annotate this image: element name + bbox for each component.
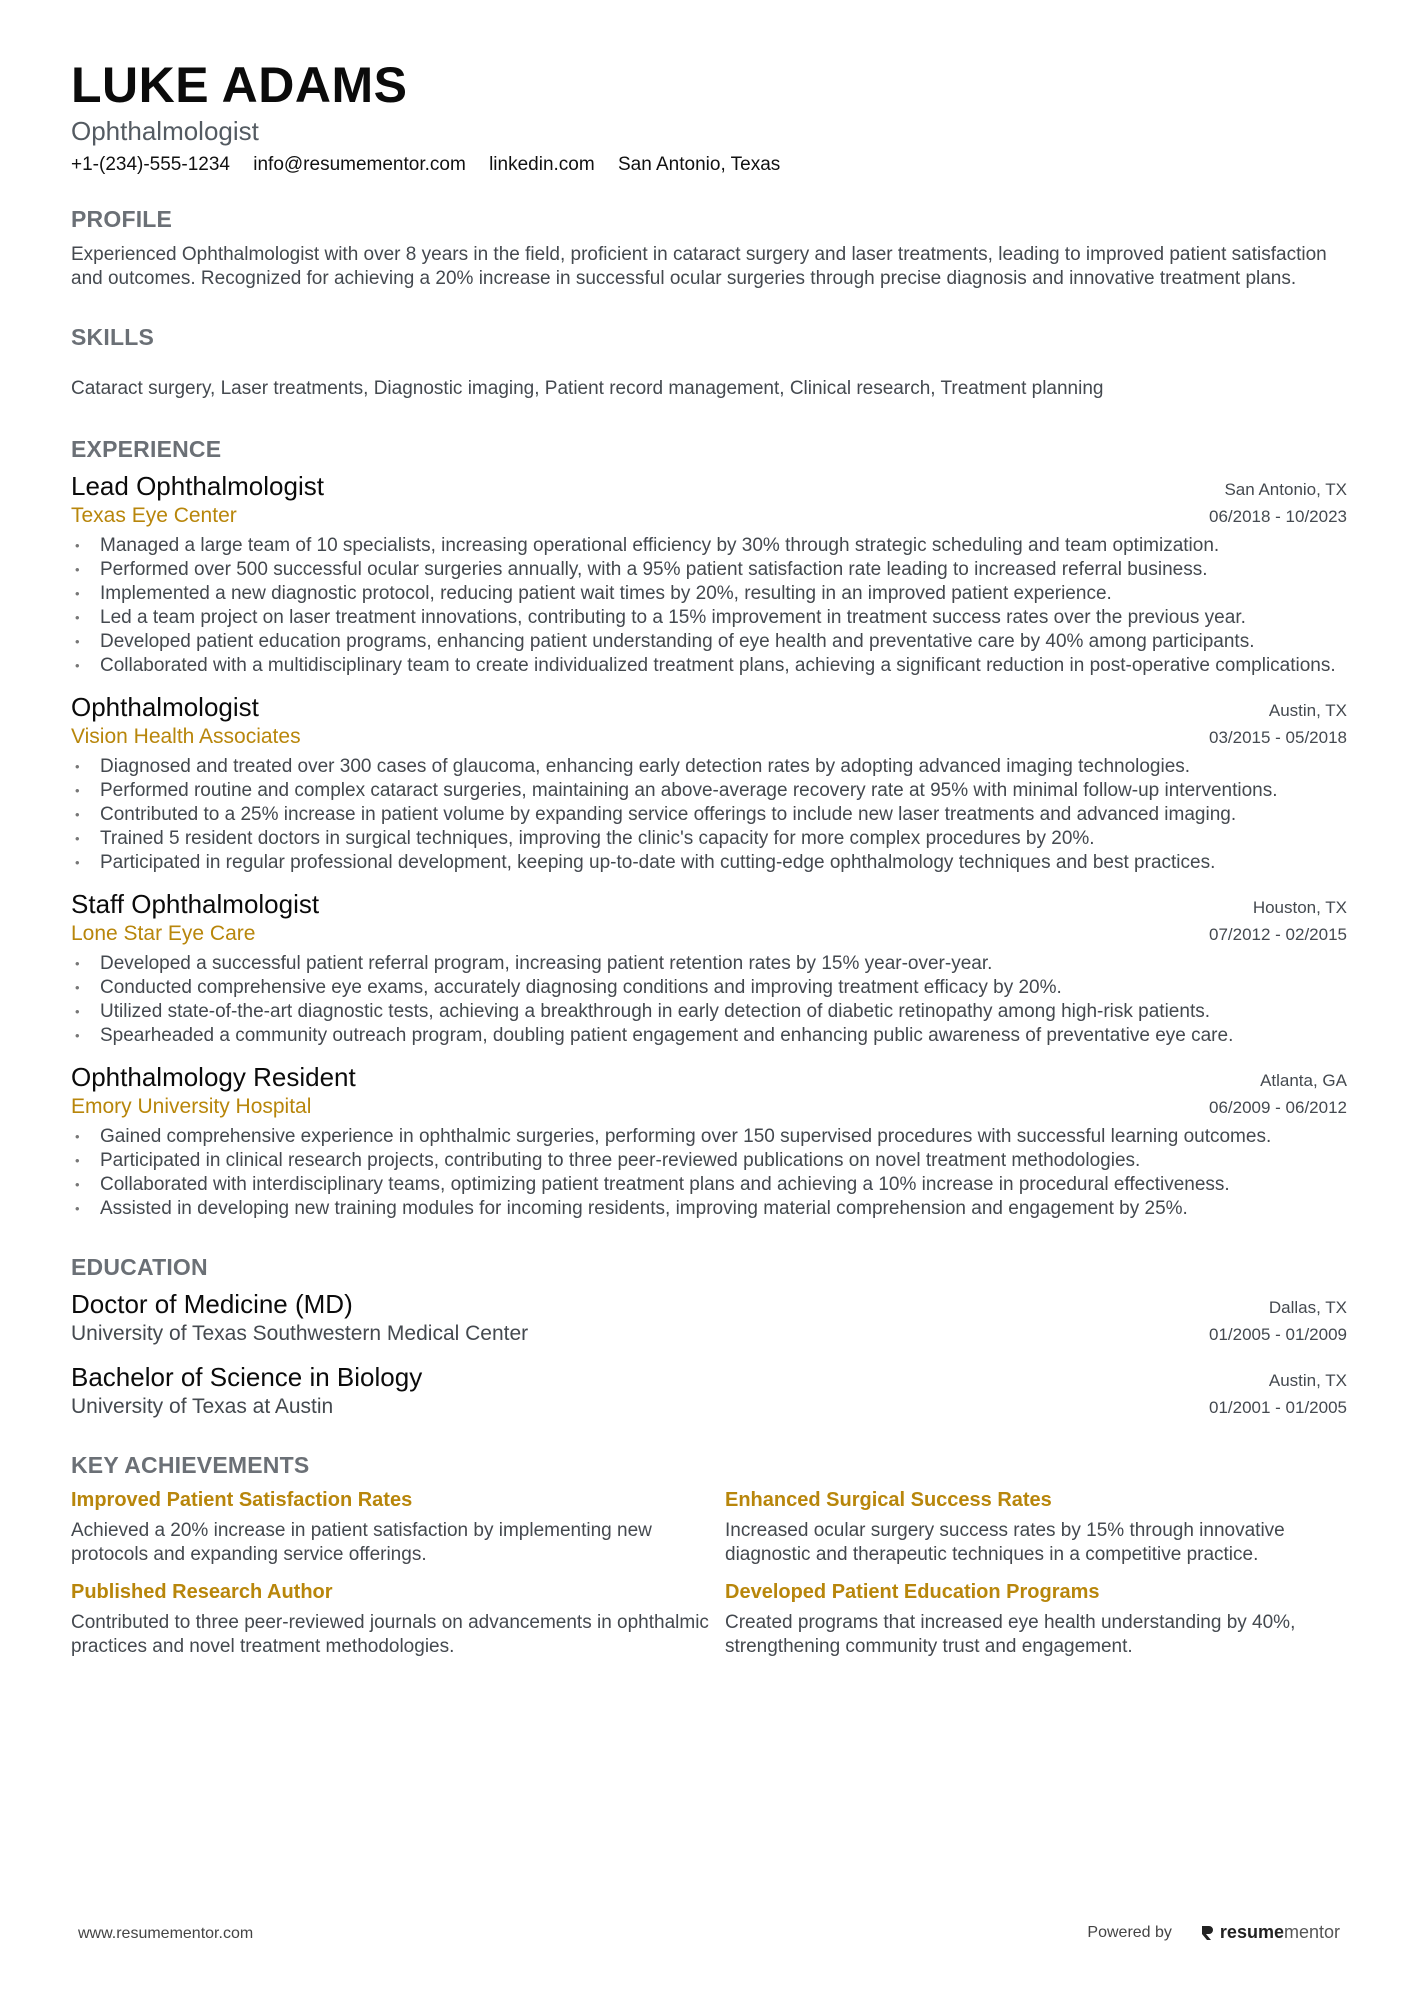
footer-branding xyxy=(1087,1922,1340,1943)
education-header-row xyxy=(71,1362,1347,1393)
job-dates: 03/2015 - 05/2018 xyxy=(1208,728,1347,747)
powered-by-label: Powered by xyxy=(1087,1923,1172,1941)
job-bullet: • Developed patient education programs, enhancing patient understanding of eye health and preventative care by 40% among participants. xyxy=(71,630,1347,654)
job-company: Texas Eye Center xyxy=(71,504,237,527)
achievements-heading: KEY ACHIEVEMENTS xyxy=(71,1452,310,1478)
resumementor-logo-icon xyxy=(1200,1924,1214,1942)
brand-name-light: mentor xyxy=(1283,1922,1340,1942)
job-header-row xyxy=(71,471,1347,502)
profile-heading: PROFILE xyxy=(71,206,173,232)
achievement-desc: Increased ocular surgery success rates by 15% through innovative diagnostic and therapeutic techniques in a competitive practice. xyxy=(725,1520,1285,1565)
job-bullet: • Contributed to a 25% increase in patient volume by expanding service offerings to include new laser treatments and advanced imaging. xyxy=(71,803,1347,827)
education-subheader-row xyxy=(71,1393,1347,1421)
achievement-item xyxy=(71,1579,725,1659)
resume-content xyxy=(71,55,1347,1659)
achievement-title: Enhanced Surgical Success Rates xyxy=(725,1489,1052,1511)
job-subheader-row xyxy=(71,723,1347,751)
contact-phone[interactable]: +1-(234)-555-1234 xyxy=(71,154,230,175)
skills-heading: SKILLS xyxy=(71,324,154,350)
job-dates: 07/2012 - 02/2015 xyxy=(1208,925,1347,944)
footer-website[interactable]: www.resumementor.com xyxy=(78,1925,254,1942)
achievement-desc: Achieved a 20% increase in patient satisfaction by implementing new protocols and expanding service offerings. xyxy=(71,1520,652,1565)
achievement-item xyxy=(725,1579,1347,1659)
job-bullet: • Spearheaded a community outreach program, doubling patient engagement and enhancing public awareness of preventative eye care. xyxy=(71,1024,1347,1048)
job-bullet: • Implemented a new diagnostic protocol, reducing patient wait times by 20%, resulting in an improved patient experience. xyxy=(71,582,1347,606)
job-bullet: • Performed routine and complex cataract surgeries, maintaining an above-average recovery rate at 95% with minimal follow-up interventions. xyxy=(71,779,1347,803)
contact-linkedin[interactable]: linkedin.com xyxy=(489,154,595,175)
job-role: Lead Ophthalmologist xyxy=(71,471,324,501)
job-header-row xyxy=(71,889,1347,920)
job-bullet: • Participated in regular professional development, keeping up-to-date with cutting-edge ophthalmology techniques and best practices. xyxy=(71,851,1347,875)
candidate-title: Ophthalmologist xyxy=(71,116,259,146)
job-entry xyxy=(71,1062,1347,1221)
education-degree: Bachelor of Science in Biology xyxy=(71,1362,423,1392)
education-school: University of Texas at Austin xyxy=(71,1395,334,1418)
contact-location: San Antonio, Texas xyxy=(617,154,781,175)
experience-heading: EXPERIENCE xyxy=(71,436,222,462)
profile-text: Experienced Ophthalmologist with over 8 years in the field, proficient in cataract surgery and laser treatments, leading to improved patient satisfaction and outcomes. Recognized for achieving a 20% increase in successful ocular surgeries through precise diagnosis and innovative treatment plans. xyxy=(71,244,1327,289)
education-header-row xyxy=(71,1289,1347,1320)
education-location: Dallas, TX xyxy=(1268,1298,1347,1317)
job-role: Staff Ophthalmologist xyxy=(71,889,320,919)
achievement-desc: Created programs that increased eye health understanding by 40%, strengthening community trust and engagement. xyxy=(725,1612,1296,1657)
education-school: University of Texas Southwestern Medical Center xyxy=(71,1322,529,1345)
skills-text: Cataract surgery, Laser treatments, Diagnostic imaging, Patient record management, Clinical research, Treatment planning xyxy=(71,378,1104,399)
experience-list xyxy=(71,471,1347,1221)
job-bullet: • Performed over 500 successful ocular surgeries annually, with a 95% patient satisfaction rate leading to increased referral business. xyxy=(71,558,1347,582)
job-subheader-row xyxy=(71,502,1347,530)
job-bullet: • Managed a large team of 10 specialists, increasing operational efficiency by 30% through strategic scheduling and team optimization. xyxy=(71,534,1347,558)
job-location: San Antonio, TX xyxy=(1224,480,1347,499)
job-bullet: • Collaborated with interdisciplinary teams, optimizing patient treatment plans and achieving a 10% increase in procedural effectiveness. xyxy=(71,1173,1347,1197)
job-bullet: • Developed a successful patient referral program, increasing patient retention rates by 15% year-over-year. xyxy=(71,952,1347,976)
education-dates: 01/2001 - 01/2005 xyxy=(1208,1398,1347,1417)
job-bullet: • Conducted comprehensive eye exams, accurately diagnosing conditions and improving treatment efficacy by 20%. xyxy=(71,976,1347,1000)
candidate-name: LUKE ADAMS xyxy=(71,57,408,113)
achievement-item xyxy=(725,1487,1347,1567)
job-header-row xyxy=(71,692,1347,723)
job-entry xyxy=(71,889,1347,1048)
job-bullet: • Diagnosed and treated over 300 cases of glaucoma, enhancing early detection rates by adopting advanced imaging technologies. xyxy=(71,755,1347,779)
job-header-row xyxy=(71,1062,1347,1093)
achievement-title: Developed Patient Education Programs xyxy=(725,1581,1100,1603)
achievement-item xyxy=(71,1487,725,1567)
job-bullet: • Utilized state-of-the-art diagnostic tests, achieving a breakthrough in early detection of diabetic retinopathy among high-risk patients. xyxy=(71,1000,1347,1024)
job-bullets xyxy=(71,534,1347,678)
job-dates: 06/2018 - 10/2023 xyxy=(1208,507,1347,526)
education-entry xyxy=(71,1362,1347,1421)
job-subheader-row xyxy=(71,920,1347,948)
job-bullets xyxy=(71,952,1347,1048)
job-dates: 06/2009 - 06/2012 xyxy=(1208,1098,1347,1117)
brand-name-bold: resume xyxy=(1219,1922,1284,1942)
job-bullets xyxy=(71,1125,1347,1221)
job-location: Houston, TX xyxy=(1252,898,1347,917)
job-company: Vision Health Associates xyxy=(71,725,301,748)
education-subheader-row xyxy=(71,1320,1347,1348)
achievement-desc: Contributed to three peer-reviewed journals on advancements in ophthalmic practices and novel treatment methodologies. xyxy=(71,1612,709,1657)
contact-email[interactable]: info@resumementor.com xyxy=(253,154,466,175)
education-dates: 01/2005 - 01/2009 xyxy=(1208,1325,1347,1344)
job-entry xyxy=(71,692,1347,875)
education-degree: Doctor of Medicine (MD) xyxy=(71,1289,353,1319)
job-role: Ophthalmology Resident xyxy=(71,1062,356,1092)
education-location: Austin, TX xyxy=(1268,1371,1347,1390)
job-company: Lone Star Eye Care xyxy=(71,922,256,945)
education-entry xyxy=(71,1289,1347,1348)
job-bullet: • Led a team project on laser treatment innovations, contributing to a 15% improvement in treatment success rates over the previous year. xyxy=(71,606,1347,630)
brand-logo[interactable] xyxy=(1200,1922,1340,1943)
achievement-title: Improved Patient Satisfaction Rates xyxy=(71,1489,413,1511)
achievement-title: Published Research Author xyxy=(71,1581,333,1603)
achievements-grid xyxy=(71,1487,1347,1659)
job-bullets xyxy=(71,755,1347,875)
job-role: Ophthalmologist xyxy=(71,692,259,722)
job-location: Austin, TX xyxy=(1268,701,1347,720)
job-company: Emory University Hospital xyxy=(71,1095,312,1118)
job-subheader-row xyxy=(71,1093,1347,1121)
job-bullet: • Participated in clinical research projects, contributing to three peer-reviewed publications on novel treatment methodologies. xyxy=(71,1149,1347,1173)
job-bullet: • Gained comprehensive experience in ophthalmic surgeries, performing over 150 supervised procedures with successful learning outcomes. xyxy=(71,1125,1347,1149)
job-bullet: • Trained 5 resident doctors in surgical techniques, improving the clinic's capacity for more complex procedures by 20%. xyxy=(71,827,1347,851)
job-location: Atlanta, GA xyxy=(1260,1071,1347,1090)
education-heading: EDUCATION xyxy=(71,1254,208,1280)
contact-line xyxy=(71,153,1347,177)
job-bullet: • Assisted in developing new training modules for incoming residents, improving material comprehension and engagement by 25%. xyxy=(71,1197,1347,1221)
job-bullet: • Collaborated with a multidisciplinary team to create individualized treatment plans, achieving a significant reduction in post-operative complications. xyxy=(71,654,1347,678)
job-entry xyxy=(71,471,1347,678)
